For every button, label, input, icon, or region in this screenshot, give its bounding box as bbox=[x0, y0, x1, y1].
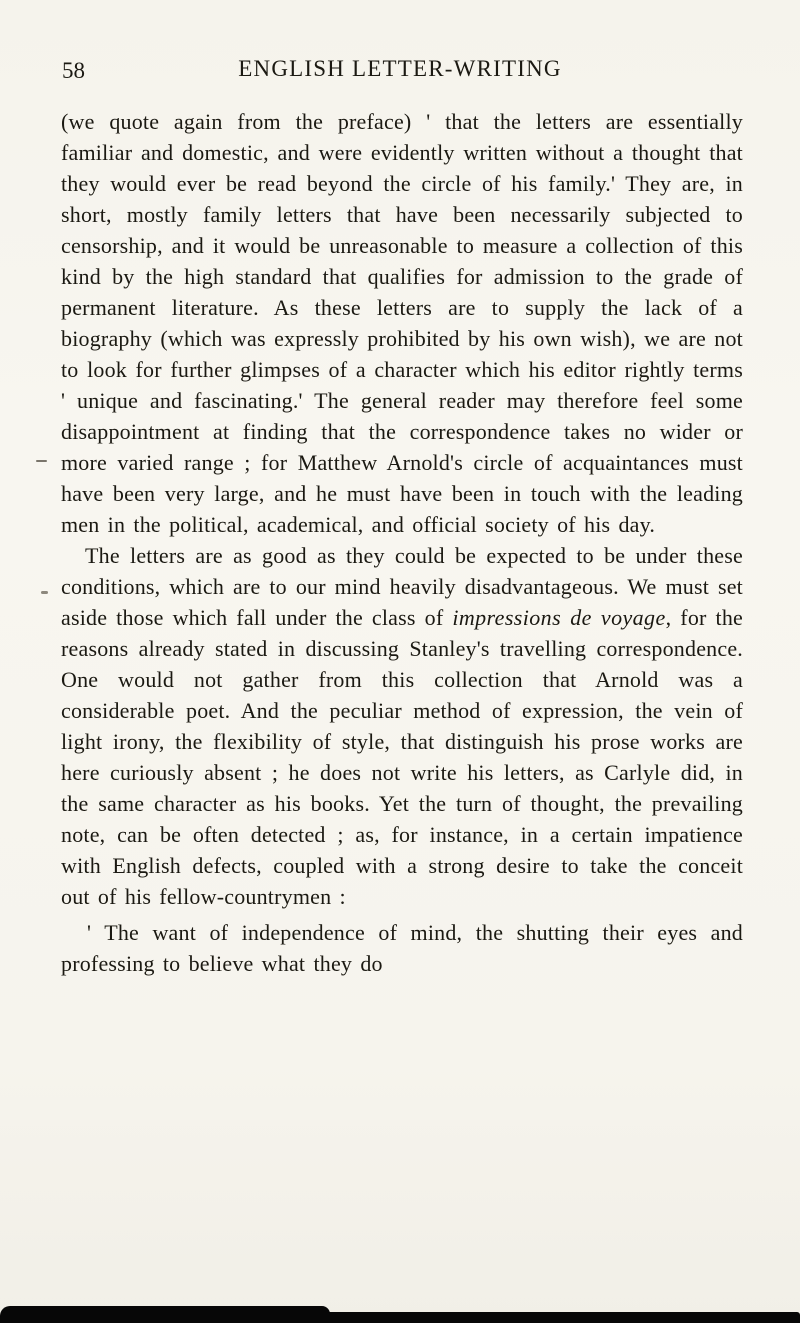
quote-paragraph: ' The want of independence of mind, the shutting their eyes and professing to believe what they do bbox=[61, 920, 743, 976]
paragraph-2-text-start: The letters are as good as they could be expected to be under these conditions, which are to our mind heavily disadvantageous. We must set aside those which fall under the class of bbox=[61, 543, 743, 630]
margin-pencil-mark bbox=[36, 460, 47, 462]
page-header bbox=[62, 56, 738, 88]
paragraph-1: (we quote again from the preface) ' that the letters are essentially familiar and domestic, and were evidently written without a thought that they would ever be read beyond the circle of his family.' They are, in short, mostly family letters that have been necessarily subjected to censorship, and it would be unreasonable to measure a collection of this kind by the high standard that qualifies for admission to the grade of permanent literature. As these letters are to supply the lack of a biography (which was expressly prohibited by his own wish), we are not to look for further glimpses of a character which his editor rightly terms ' unique and fascinating.' The general reader may therefore feel some disappointment at finding that the correspondence takes no wider or more varied range ; for Matthew Arnold's circle of acquaintances must have been very large, and he must have been in touch with the leading men in the political, academical, and official society of his day. bbox=[61, 109, 743, 537]
margin-pencil-mark bbox=[41, 591, 48, 594]
page-number: 58 bbox=[62, 58, 85, 83]
page-body bbox=[61, 106, 743, 979]
paragraph-2-text-end: , for the reasons already stated in discussing Stanley's travelling correspondence. One would not gather from this collection that Arnold was a considerable poet. And the peculiar method of expression, the vein of light irony, the flexibility of style, that distinguish his prose works are here curiously absent ; he does not write his letters, as Carlyle did, in the same character as his books. Yet the turn of thought, the prevailing note, can be often detected ; as, for instance, in a certain impatience with English defects, coupled with a strong desire to take the conceit out of his fellow-countrymen : bbox=[61, 605, 744, 909]
scan-edge-shadow bbox=[0, 1312, 800, 1323]
paragraph-2 bbox=[61, 540, 743, 912]
italic-phrase: impressions de voyage bbox=[452, 605, 666, 630]
running-title: ENGLISH LETTER-WRITING bbox=[238, 56, 562, 81]
